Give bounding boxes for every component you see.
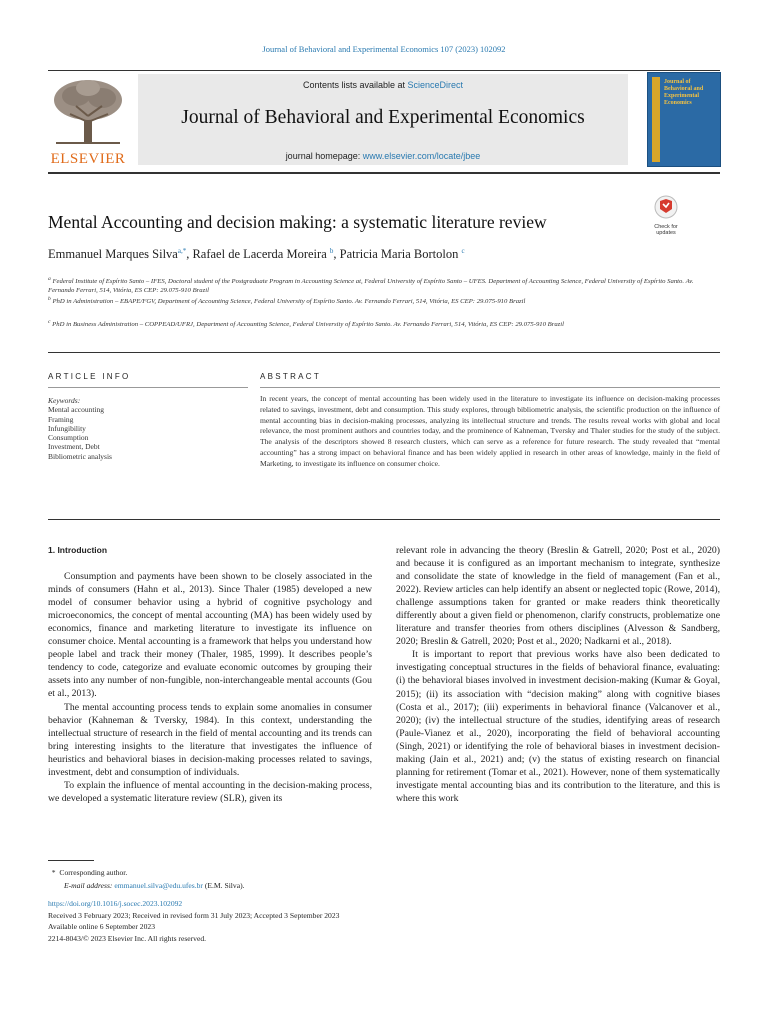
keyword-item: Framing [48, 414, 74, 424]
abstract-heading: ABSTRACT [260, 372, 322, 381]
journal-banner [138, 74, 628, 165]
abstract-text: In recent years, the concept of mental accounting has been widely used in the literature to investigate its influence on decision-making processes related to savings, investment, debt and consumption. This study explores, through bibliometric analysis, the scientific production on the influence of mental accounting bias in decision-making processes, analyzing its intellectual structure and trends. The results reveal works with global and local relevance, the most prominent authors and countries today, and the prominence of Kahneman, Tversky and Thaler studies for the study of the subject. The analysis of the descriptors showed 8 research clusters, which can serve as a reference for future research. The study revealed that “mental accounting” has a strong impact on behavioral finance and has been widely applied in research in other areas of knowledge, mainly in the field of Marketing, to investigate its influence on consumer choice. [260, 394, 720, 468]
keyword-item: Infungibility [48, 423, 86, 433]
section-rule-top [48, 352, 720, 353]
keywords-block [48, 396, 238, 461]
keyword-item: Bibliometric analysis [48, 451, 112, 461]
corresponding-author-note: * Corresponding author. [48, 868, 128, 877]
check-for-updates-badge[interactable] [646, 195, 686, 236]
abstract-rule [260, 387, 720, 388]
author-name[interactable]: Patricia Maria Bortolon [339, 247, 459, 262]
elsevier-logo [48, 76, 128, 168]
homepage-line: journal homepage: www.elsevier.com/locate/jbee [285, 151, 481, 161]
body-paragraph: relevant role in advancing the theory (Breslin & Gatrell, 2020; Post et al., 2020) and because it is configured as an important mechanism to integrate, synthesize and consolidate the state of knowledge in the field of management (Fan et al., 2022). Review articles can help identify an absent or neglected topic (Rowe, 2014), challenge assumptions taken for granted or make readers think theoretically differently about a given field or phenomenon, clarify constructs, problematize one literature and transfer theories from others disciplines (Alvesson & Sandberg, 2020; Breslin & Gatrell, 2020; Post et al., 2020; Nadkarni et al., 2018). [396, 545, 720, 648]
contents-line: Contents lists available at ScienceDirect [302, 80, 464, 90]
header-rule-top [48, 70, 720, 71]
author-sup[interactable]: b [329, 247, 334, 255]
sciencedirect-link[interactable]: ScienceDirect [407, 80, 464, 90]
article-info-heading: ARTICLE INFO [48, 372, 131, 381]
body-paragraph: Consumption and payments have been shown to be closely associated in the minds of consumers (Hahn et al., 2013). Since Thaler (1985) developed a new model of consumer behavior using a hybrid of cognitive psychology and microeconomics, the concept of mental accounting (MA) has been widely used by economics, finance and marketing literature to investigate its influence on consumer choice. Mental accounting is a framework that helps you understand how people label and track their money (Thaler, 1985, 1999). It describes people’s tendency to code, categorize and evaluate economic outcomes by grouping their assets into any number of non-fungible, non-interchangeable mental accounts (Gou et al., 2013). [48, 571, 372, 700]
keywords-label: Keywords: [48, 396, 81, 405]
affiliation-c: $^c$ PhD in Business Administration – COPPEAD/UFRJ, Department of Accounting Science, Federal University of Espírito Santo. Av. Fernando Ferrari, 514, Vitória, ES CEP: 29.075-910 Brazil [48, 319, 564, 329]
copyright-line: 2214-8043/© 2023 Elsevier Inc. All rights reserved. [48, 933, 207, 943]
footnote [48, 866, 448, 892]
doi-link[interactable]: https://doi.org/10.1016/j.socec.2023.102092 [48, 899, 183, 908]
intro-heading: 1. Introduction [48, 545, 108, 555]
email-line: E-mail address: emmanuel.silva@edu.ufes.br (E.M. Silva). [64, 881, 245, 890]
email-link[interactable]: emmanuel.silva@edu.ufes.br [114, 881, 203, 890]
author-name[interactable]: Rafael de Lacerda Moreira [192, 247, 327, 262]
journal-cover [647, 72, 721, 167]
article-footer [48, 898, 548, 944]
keyword-item: Investment, Debt [48, 442, 100, 452]
author-name[interactable]: Emmanuel Marques Silva [48, 247, 178, 262]
article-title: Mental Accounting and decision making: a systematic literature review [48, 212, 547, 232]
intro-left-column [48, 544, 372, 805]
available-line: Available online 6 September 2023 [48, 922, 155, 932]
keyword-item: Mental accounting [48, 405, 105, 415]
affiliation-a: $^a$ Federal Institute of Espírito Santo – IFES, Doctoral student of the Postgraduate Program in Accounting Science at, Federal University of Espírito Santo – UFES. Department of Accounting Science, Federal University of Espírito Santo. Av. Fernando Ferrari, 514, Vitória, ES CEP: 29.075-910 Brazil [48, 276, 694, 295]
history-line: Received 3 February 2023; Received in revised form 31 July 2023; Accepted 3 September 2023 [48, 910, 340, 920]
article-info-rule [48, 387, 248, 388]
cover-title: Journal of Behavioral and Experimental Economics [664, 79, 704, 106]
elsevier-wordmark: ELSEVIER [50, 151, 126, 167]
body-paragraph: To explain the influence of mental accounting in the decision-making process, we developed a systematic literature review (SLR), given its [48, 779, 372, 804]
intro-right-column [396, 544, 720, 805]
check-updates-icon [646, 195, 686, 219]
homepage-link[interactable]: www.elsevier.com/locate/jbee [362, 151, 481, 161]
keyword-item: Consumption [48, 433, 89, 443]
body-paragraph: The mental accounting process tends to explain some anomalies in consumer behavior (Kahneman & Tversky, 1984). In this context, understanding the intellectual structure of research in the field of mental accounting and its trends can bring interesting insights to the literature that investigates the influence of heuristics and behavioral biases in decision-making processes related to savings, investment, debt and consumption of individuals. [48, 701, 372, 778]
body-paragraph: It is important to report that previous works have also been dedicated to investigating conceptual structures in the fields of behavioral finance, evaluating: (i) the behavioral biases involved in investment decision-making (Kumar & Goyal, 2015); (ii) its association with “decision making” along with cognitive biases (Costa et al., 2017); (iii) experiments in behavioral finance (Valcanover et al., 2020); (iv) the intellectual structure of the studies, identifying areas of research (Paule-Vianez et al., 2020), incorporating the field of behavioral accounting (Singh, 2021) or identifying the role of behavioral biases in investment decision-making (Jain et al., 2021) and; (v) the status of existing research on financial planning for retirement (Tomar et al., 2021). However, none of them systematically investigate mental accounting bias and its contribution to the literature, and this is where this work [396, 649, 720, 804]
header-rule-bottom [48, 172, 720, 174]
elsevier-tree-icon [48, 76, 128, 148]
check-updates-label: Check for updates [654, 224, 678, 236]
cover-stripe [652, 77, 660, 162]
affiliation-b: $^b$ PhD in Administration – EBAPE/FGV, Department of Accounting Science, Federal University of Espírito Santo. Av. Fernando Ferrari, 514, Vitória, ES CEP: 29.075-910 Brazil [48, 296, 526, 306]
author-sup[interactable]: a,* [177, 247, 187, 255]
author-list: Emmanuel Marques Silva$^{a,*}$, Rafael de Lacerda Moreira $^b$, Patricia Maria Bortolon $^c$ [48, 247, 465, 262]
journal-citation[interactable]: Journal of Behavioral and Experimental Economics 107 (2023) 102092 [262, 44, 506, 54]
author-sup[interactable]: c [461, 247, 465, 255]
footnote-rule [48, 860, 94, 861]
section-rule-bottom [48, 519, 720, 520]
journal-title: Journal of Behavioral and Experimental Economics [181, 107, 585, 128]
